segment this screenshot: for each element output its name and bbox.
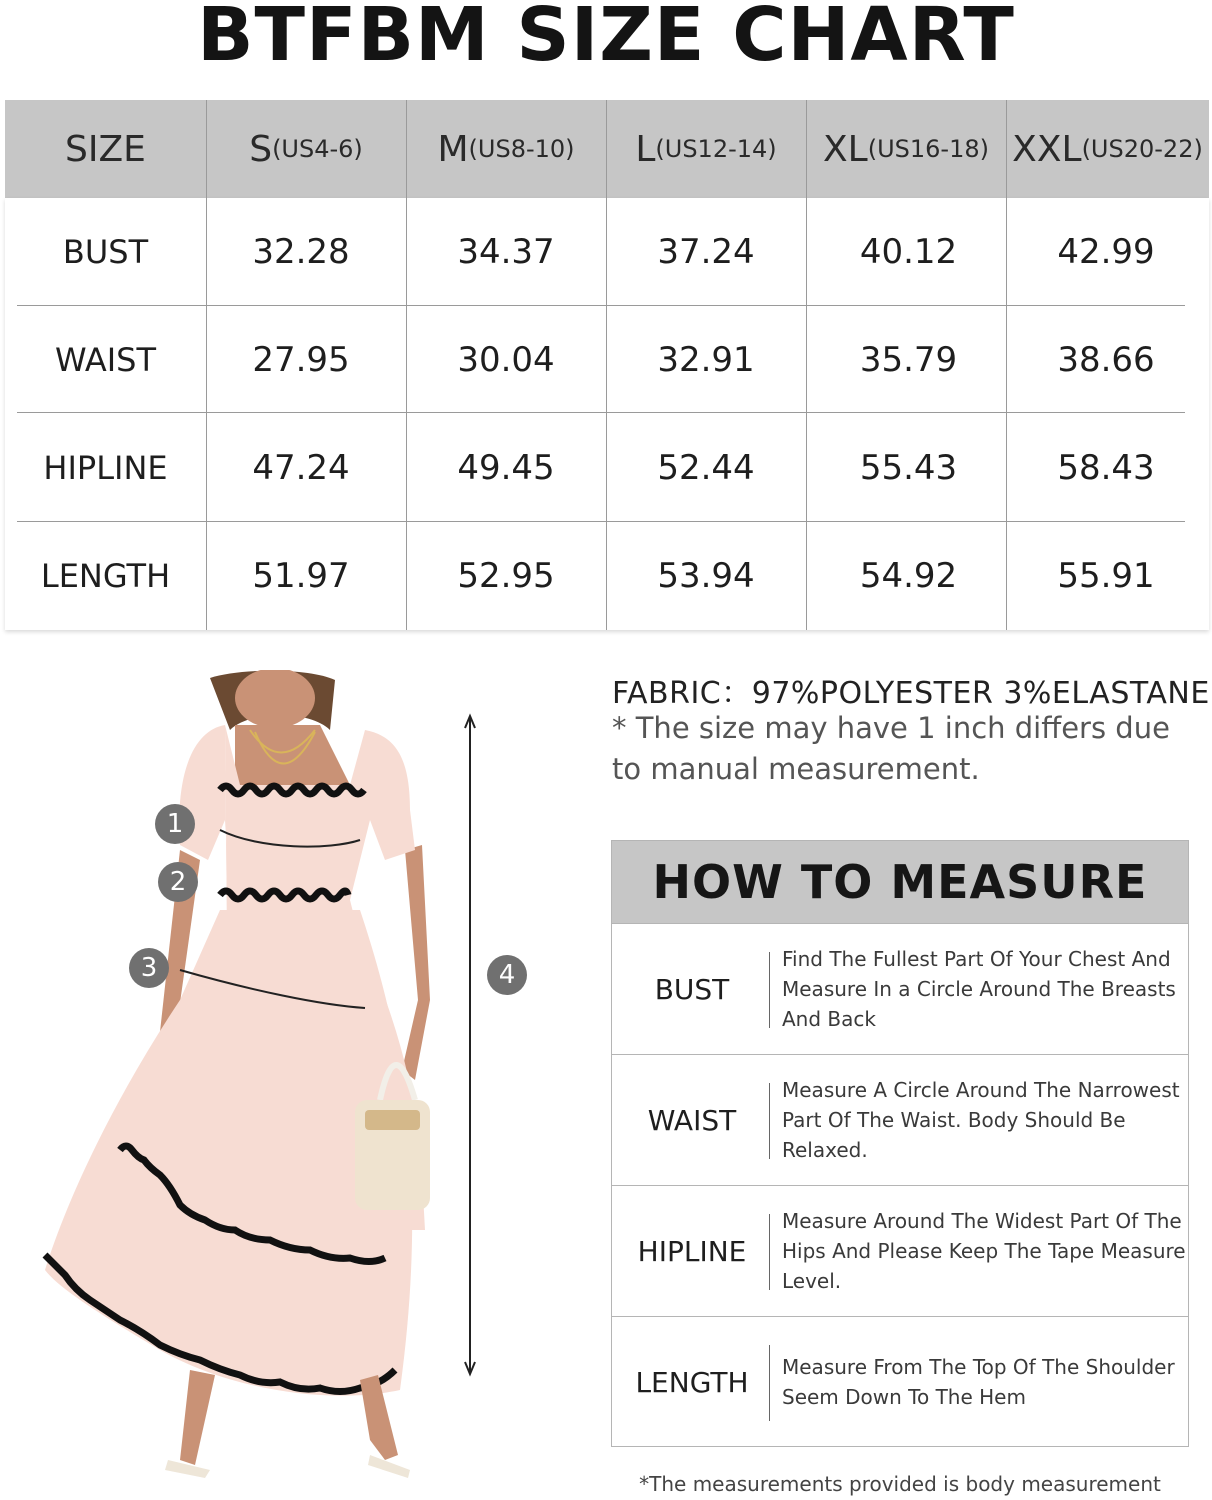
measure-label: HIPLINE bbox=[637, 1234, 747, 1268]
measure-separator bbox=[769, 1345, 770, 1421]
size-letter: XL bbox=[823, 128, 868, 170]
table-cell: 35.79 bbox=[859, 340, 958, 380]
size-col-m bbox=[406, 100, 606, 198]
table-cell: 47.24 bbox=[252, 448, 350, 488]
size-table bbox=[5, 100, 1209, 630]
table-cell: 42.99 bbox=[1057, 232, 1155, 272]
measure-label: BUST bbox=[654, 972, 730, 1006]
measure-separator bbox=[769, 1214, 770, 1290]
measure-desc: Measure A Circle Around The Narrowest Part Of The Waist. Body Should Be Relaxed. bbox=[782, 1078, 1180, 1162]
measure-row-waist bbox=[612, 1054, 1188, 1185]
size-col-s bbox=[206, 100, 406, 198]
size-col-xl bbox=[806, 100, 1006, 198]
measure-badge-4: 4 bbox=[487, 955, 527, 995]
how-to-measure-panel bbox=[611, 840, 1189, 1447]
size-note: * The size may have 1 inch differs due to manual measurement. bbox=[612, 711, 1170, 786]
row-label-hipline: HIPLINE bbox=[43, 449, 168, 487]
table-cell: 49.45 bbox=[457, 448, 555, 488]
size-col-xxl bbox=[1006, 100, 1209, 198]
table-cell: 38.66 bbox=[1057, 340, 1155, 380]
table-cell: 55.43 bbox=[859, 448, 958, 488]
size-us: (US16-18) bbox=[867, 135, 989, 163]
table-cell: 40.12 bbox=[859, 232, 958, 272]
table-cell: 52.44 bbox=[657, 448, 755, 488]
size-letter: S bbox=[249, 128, 273, 170]
table-cell: 27.95 bbox=[252, 340, 350, 380]
measure-separator bbox=[769, 952, 770, 1028]
table-cell: 55.91 bbox=[1057, 556, 1155, 596]
size-letter: XXL bbox=[1012, 128, 1082, 170]
size-us: (US12-14) bbox=[655, 135, 777, 163]
row-label-waist: WAIST bbox=[54, 341, 157, 379]
measure-desc: Measure Around The Widest Part Of The Hips And Please Keep The Tape Measure Level. bbox=[782, 1209, 1186, 1293]
measure-desc: Find The Fullest Part Of Your Chest And Measure In a Circle Around The Breasts And Back bbox=[782, 947, 1176, 1031]
table-cell: 30.04 bbox=[457, 340, 555, 380]
size-table-header bbox=[5, 100, 1209, 198]
measure-badge-3: 3 bbox=[129, 948, 169, 988]
fabric-info: FABRIC：97%POLYESTER 3%ELASTANE bbox=[612, 676, 1210, 711]
table-cell: 54.92 bbox=[859, 556, 958, 596]
table-cell: 51.97 bbox=[252, 556, 350, 596]
measure-row-bust bbox=[612, 923, 1188, 1054]
row-label-bust: BUST bbox=[62, 233, 149, 271]
table-cell: 52.95 bbox=[457, 556, 555, 596]
size-header-label: SIZE bbox=[65, 128, 146, 170]
row-label-length: LENGTH bbox=[40, 557, 171, 595]
measure-row-length bbox=[612, 1316, 1188, 1447]
measure-row-hipline bbox=[612, 1185, 1188, 1316]
table-cell: 32.91 bbox=[657, 340, 755, 380]
size-us: (US4-6) bbox=[272, 135, 363, 163]
size-us: (US8-10) bbox=[468, 135, 575, 163]
table-cell: 34.37 bbox=[457, 232, 555, 272]
size-col-l bbox=[606, 100, 806, 198]
table-cell: 58.43 bbox=[1057, 448, 1155, 488]
footer-note: *The measurements provided is body measurement bbox=[639, 1472, 1161, 1496]
table-cell: 32.28 bbox=[252, 232, 350, 272]
measure-desc: Measure From The Top Of The Shoulder Seem Down To The Hem bbox=[782, 1355, 1175, 1409]
measure-separator bbox=[769, 1083, 770, 1159]
measure-badge-1: 1 bbox=[155, 804, 195, 844]
size-header-cell bbox=[5, 100, 206, 198]
how-to-measure-title: HOW TO MEASURE bbox=[612, 841, 1188, 923]
dress-illustration bbox=[30, 670, 550, 1490]
dress-drawing bbox=[30, 670, 550, 1490]
size-letter: L bbox=[635, 128, 656, 170]
measure-label: WAIST bbox=[647, 1103, 737, 1137]
table-cell: 53.94 bbox=[657, 556, 755, 596]
size-letter: M bbox=[437, 128, 469, 170]
measure-badge-2: 2 bbox=[158, 862, 198, 902]
measure-label: LENGTH bbox=[635, 1365, 749, 1399]
page-title: BTFBM SIZE CHART bbox=[197, 0, 1015, 78]
table-cell: 37.24 bbox=[657, 232, 755, 272]
size-us: (US20-22) bbox=[1081, 135, 1203, 163]
